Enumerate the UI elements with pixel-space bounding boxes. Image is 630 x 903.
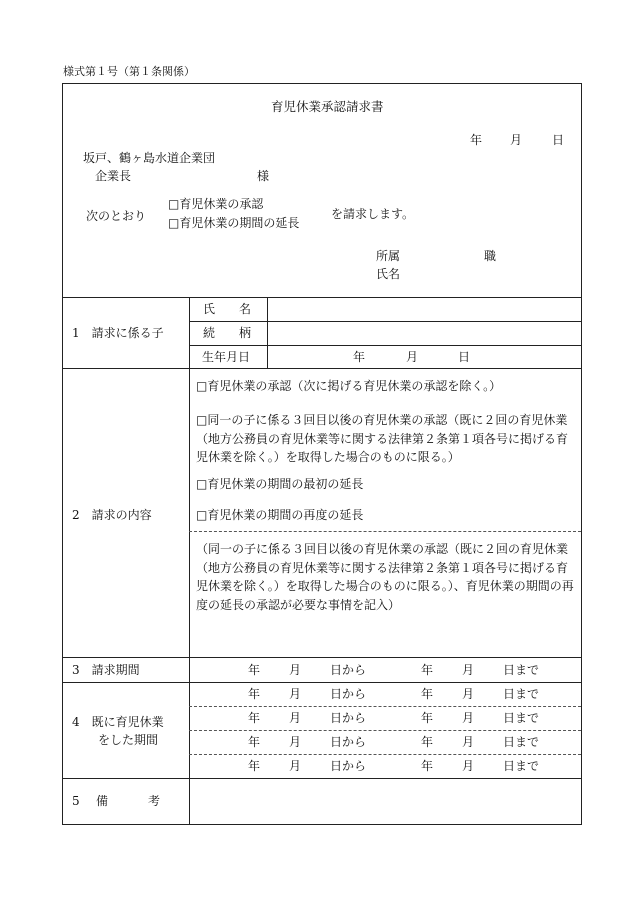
form-label: 様式第１号（第１条関係） bbox=[63, 65, 195, 78]
prior-to-year: 年 bbox=[421, 759, 434, 773]
prior-from-month: 月 bbox=[289, 711, 302, 725]
prior-from-month: 月 bbox=[289, 759, 302, 773]
date-day-label: 日 bbox=[552, 133, 565, 147]
child-relationship-label: 続 柄 bbox=[203, 326, 252, 340]
prior-from-year: 年 bbox=[248, 687, 261, 701]
content-option-first-extension[interactable]: □育児休業の期間の最初の延長 bbox=[196, 477, 364, 491]
prior-from-year: 年 bbox=[248, 711, 261, 725]
date-year-label: 年 bbox=[470, 133, 483, 147]
divider bbox=[189, 321, 581, 322]
request-intro: 次のとおり bbox=[86, 209, 147, 223]
divider bbox=[63, 297, 581, 298]
date-month-label: 月 bbox=[510, 133, 523, 147]
divider bbox=[63, 778, 581, 779]
prior-from-day: 日から bbox=[330, 687, 367, 701]
prior-to-year: 年 bbox=[421, 687, 434, 701]
prior-to-month: 月 bbox=[462, 759, 475, 773]
birth-day-label: 日 bbox=[458, 350, 471, 364]
prior-from-year: 年 bbox=[248, 735, 261, 749]
request-from-month: 月 bbox=[289, 663, 302, 677]
column-divider bbox=[189, 297, 190, 824]
content-option-third-approval-text: □同一の子に係る３回目以後の育児休業の承認（既に２回の育児休業（地方公務員の育児休業等に関する法律第２条第１項各号に掲げる育児休業を除く。）を取得した場合のものに限る。） bbox=[196, 413, 569, 465]
prior-to-month: 月 bbox=[462, 711, 475, 725]
addressee-organization: 坂戸、鶴ヶ島水道企業団 bbox=[83, 151, 216, 165]
section-4-label: 4 既に育児休業 bbox=[72, 715, 164, 729]
prior-from-month: 月 bbox=[289, 735, 302, 749]
dashed-divider bbox=[189, 730, 581, 731]
dashed-divider bbox=[189, 754, 581, 755]
request-to-month: 月 bbox=[462, 663, 475, 677]
request-to-year: 年 bbox=[421, 663, 434, 677]
prior-to-year: 年 bbox=[421, 711, 434, 725]
section-5-number: 5 bbox=[72, 794, 80, 808]
request-from-day: 日から bbox=[330, 663, 367, 677]
prior-from-month: 月 bbox=[289, 687, 302, 701]
section-4-label-line2: をした期間 bbox=[98, 733, 159, 747]
prior-to-day: 日まで bbox=[503, 759, 540, 773]
reason-note: （同一の子に係る３回目以後の育児休業の承認（既に２回の育児休業（地方公務員の育児休業等に関する法律第２条第１項各号に掲げる育児休業を除く。）を取得した場合のものに限る。）、育児休業の期間の再度の延長の承認が必要な事情を記入） bbox=[196, 542, 574, 612]
dashed-divider bbox=[189, 706, 581, 707]
section-1-label: 1 請求に係る子 bbox=[72, 326, 164, 340]
prior-to-year: 年 bbox=[421, 735, 434, 749]
prior-from-day: 日から bbox=[330, 735, 367, 749]
child-birthdate-label: 生年月日 bbox=[202, 350, 251, 364]
child-name-label: 氏 名 bbox=[203, 302, 252, 316]
content-option-second-extension[interactable]: □育児休業の期間の再度の延長 bbox=[196, 508, 364, 522]
prior-to-day: 日まで bbox=[503, 687, 540, 701]
birth-month-label: 月 bbox=[406, 350, 419, 364]
section-3-label: 3 請求期間 bbox=[72, 663, 140, 677]
prior-to-day: 日まで bbox=[503, 735, 540, 749]
remarks-field[interactable] bbox=[193, 781, 577, 821]
section-2-label: 2 請求の内容 bbox=[72, 508, 152, 522]
applicant-name-label: 氏名 bbox=[376, 267, 401, 281]
content-option-third-approval[interactable] bbox=[196, 411, 574, 467]
divider bbox=[63, 368, 581, 369]
divider bbox=[189, 345, 581, 346]
prior-from-day: 日から bbox=[330, 759, 367, 773]
birth-year-label: 年 bbox=[353, 350, 366, 364]
affiliation-label: 所属 bbox=[376, 249, 401, 263]
section-5-label: 備考 bbox=[96, 794, 201, 808]
prior-to-month: 月 bbox=[462, 687, 475, 701]
application-form bbox=[62, 83, 582, 825]
addressee-title: 企業長 bbox=[95, 169, 132, 183]
option-approval-checkbox[interactable]: □育児休業の承認 bbox=[168, 197, 264, 211]
column-divider bbox=[267, 297, 268, 368]
prior-from-day: 日から bbox=[330, 711, 367, 725]
prior-from-year: 年 bbox=[248, 759, 261, 773]
form-title: 育児休業承認請求書 bbox=[271, 99, 384, 114]
divider bbox=[63, 682, 581, 683]
option-extension-checkbox[interactable]: □育児休業の期間の延長 bbox=[168, 216, 300, 230]
content-option-approval[interactable]: □育児休業の承認（次に掲げる育児休業の承認を除く。） bbox=[196, 379, 502, 393]
request-to-day: 日まで bbox=[503, 663, 540, 677]
divider bbox=[63, 657, 581, 658]
position-label: 職 bbox=[484, 249, 497, 263]
prior-to-day: 日まで bbox=[503, 711, 540, 725]
dashed-divider bbox=[189, 531, 581, 532]
honorific: 様 bbox=[257, 169, 270, 183]
prior-to-month: 月 bbox=[462, 735, 475, 749]
request-suffix: を請求します。 bbox=[331, 207, 415, 221]
request-from-year: 年 bbox=[248, 663, 261, 677]
